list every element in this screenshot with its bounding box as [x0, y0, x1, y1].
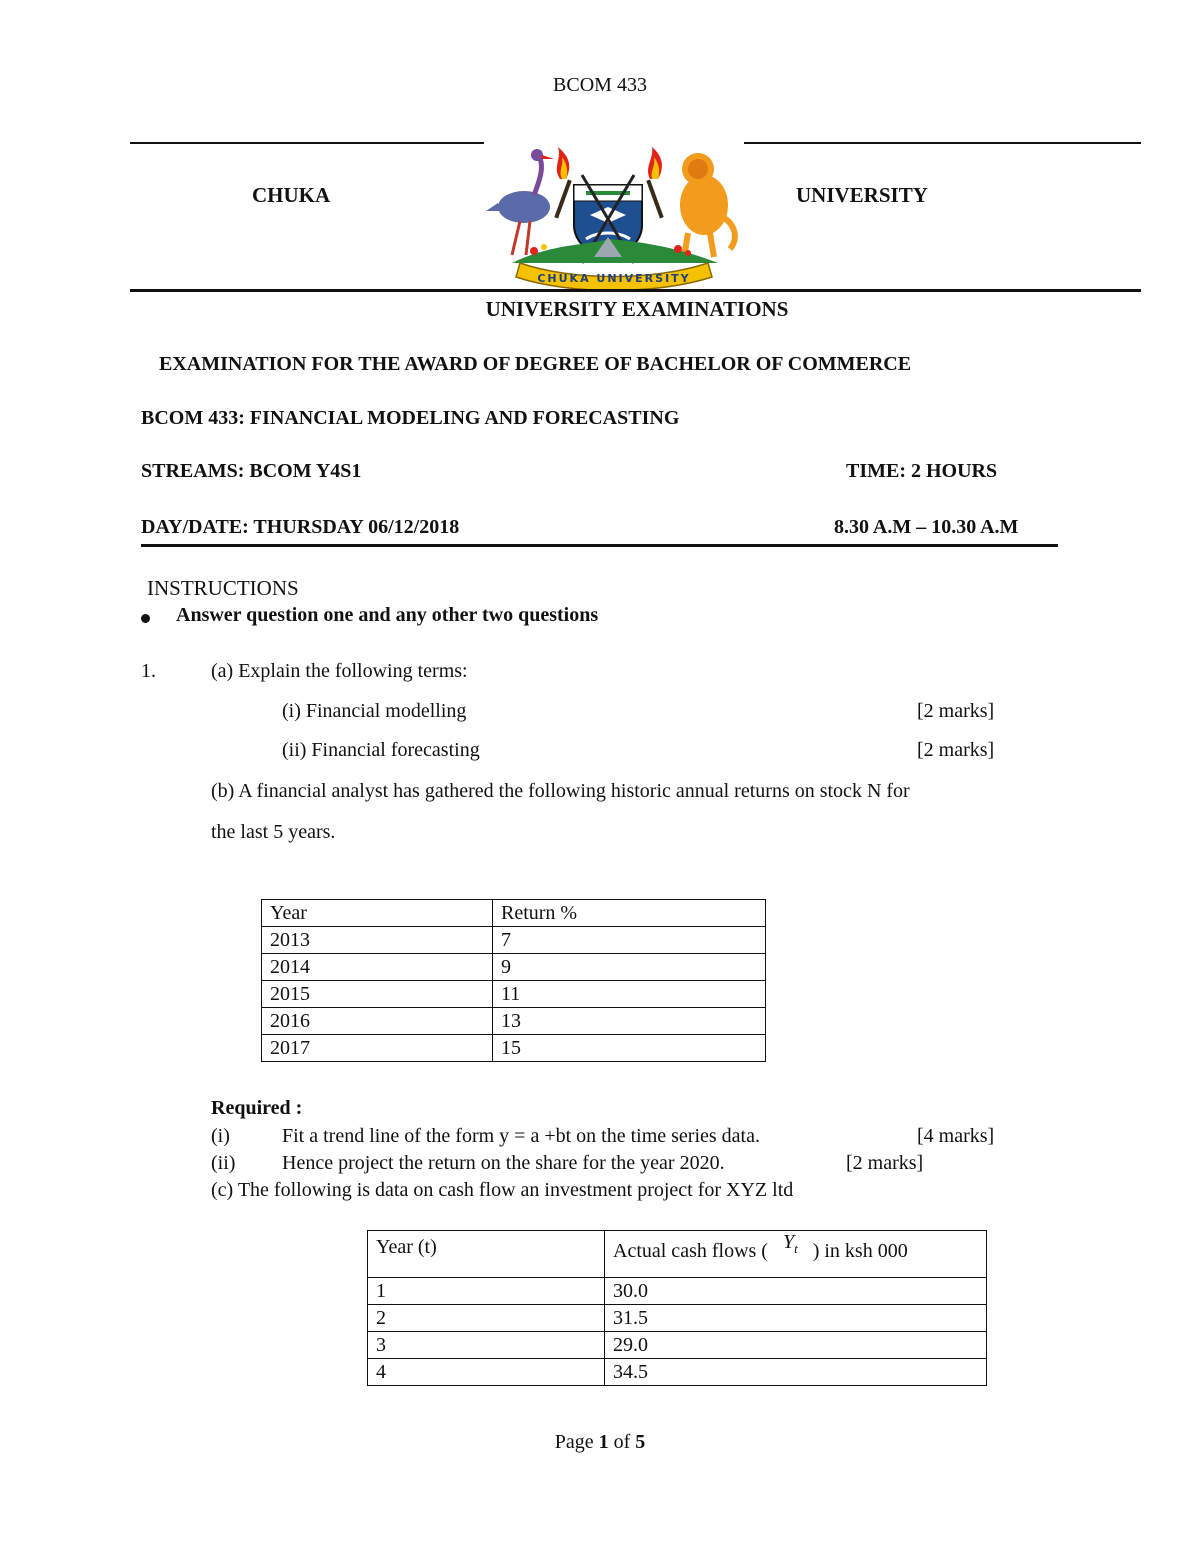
table-header-row: [368, 1231, 987, 1278]
part-a-i-text: (i) Financial modelling: [282, 700, 467, 722]
cash-header-symbol: Y: [782, 1230, 795, 1253]
letterhead-rule-right: [744, 142, 1141, 144]
required-i-marks: [4 marks]: [917, 1125, 995, 1147]
part-b-text-line2: the last 5 years.: [211, 821, 336, 843]
cash-header-prefix: Actual cash flows (: [613, 1239, 768, 1262]
part-a-i-marks: [2 marks]: [917, 700, 995, 722]
table-row: [262, 1008, 766, 1035]
table-row: [368, 1305, 987, 1332]
table-header-cash-flows: [605, 1231, 987, 1278]
table-cell-year: 2015: [262, 981, 493, 1008]
university-crest-logo: [482, 145, 744, 290]
part-c-text: (c) The following is data on cash flow an investment project for XYZ ltd: [211, 1179, 794, 1201]
university-left-word: CHUKA: [252, 183, 331, 207]
table-row: [262, 927, 766, 954]
table-row: [368, 1278, 987, 1305]
footer-of-word: of: [613, 1431, 631, 1453]
table-row: [262, 954, 766, 981]
cash-flow-table: [367, 1230, 987, 1386]
table-header-return: Return %: [493, 900, 766, 927]
table-row: [262, 981, 766, 1008]
part-a-text: (a) Explain the following terms:: [211, 660, 468, 682]
table-cell-year: 2016: [262, 1008, 493, 1035]
letterhead-rule-left: [130, 142, 484, 144]
required-ii-text: Hence project the return on the share for the year 2020.: [282, 1152, 725, 1174]
degree-line: EXAMINATION FOR THE AWARD OF DEGREE OF BACHELOR OF COMMERCE: [159, 353, 912, 375]
part-a-ii-text: (ii) Financial forecasting: [282, 739, 480, 761]
page-footer: [0, 1431, 1200, 1454]
required-ii-num: (ii): [211, 1152, 236, 1174]
table-cell-return: 9: [493, 954, 766, 981]
session-time: 8.30 A.M – 10.30 A.M: [834, 516, 1019, 538]
table-cell-cash-flow: 34.5: [605, 1359, 987, 1386]
table-cell-t: 4: [368, 1359, 605, 1386]
footer-page-word: Page: [554, 1431, 594, 1453]
university-right-word: UNIVERSITY: [796, 183, 928, 207]
time-line: TIME: 2 HOURS: [846, 460, 998, 482]
table-cell-t: 2: [368, 1305, 605, 1332]
course-line: BCOM 433: FINANCIAL MODELING AND FORECASTING: [141, 407, 680, 429]
part-b-text-line1: (b) A financial analyst has gathered the following historic annual returns on stock N for: [211, 780, 910, 802]
table-cell-cash-flow: 31.5: [605, 1305, 987, 1332]
required-heading: Required :: [211, 1097, 303, 1119]
letterhead-bottom-rule: [130, 289, 1141, 292]
table-cell-return: 15: [493, 1035, 766, 1062]
returns-table: [261, 899, 766, 1062]
footer-page-total: 5: [635, 1431, 646, 1453]
instruction-item: Answer question one and any other two questions: [176, 604, 599, 626]
cash-header-subscript: t: [794, 1240, 798, 1256]
table-cell-return: 13: [493, 1008, 766, 1035]
table-cell-return: 11: [493, 981, 766, 1008]
bullet-icon: [141, 614, 150, 623]
table-header-year-t: Year (t): [368, 1231, 605, 1278]
table-cell-year: 2013: [262, 927, 493, 954]
table-cell-t: 3: [368, 1332, 605, 1359]
table-cell-t: 1: [368, 1278, 605, 1305]
table-cell-cash-flow: 29.0: [605, 1332, 987, 1359]
streams-line: STREAMS: BCOM Y4S1: [141, 460, 362, 482]
day-date-line: DAY/DATE: THURSDAY 06/12/2018: [141, 516, 460, 538]
footer-page-number: 1: [598, 1431, 609, 1453]
question-number: 1.: [141, 660, 156, 682]
exam-title: UNIVERSITY EXAMINATIONS: [485, 297, 789, 321]
table-header-year: Year: [262, 900, 493, 927]
cash-header-suffix: ) in ksh 000: [812, 1239, 908, 1262]
table-header-row: [262, 900, 766, 927]
header-bottom-rule: [141, 544, 1058, 547]
table-cell-year: 2017: [262, 1035, 493, 1062]
running-header: BCOM 433: [553, 74, 647, 96]
required-i-num: (i): [211, 1125, 230, 1147]
table-row: [368, 1332, 987, 1359]
table-row: [262, 1035, 766, 1062]
table-cell-year: 2014: [262, 954, 493, 981]
table-cell-return: 7: [493, 927, 766, 954]
table-cell-cash-flow: 30.0: [605, 1278, 987, 1305]
table-row: [368, 1359, 987, 1386]
instructions-heading: INSTRUCTIONS: [147, 576, 299, 600]
crest-banner-text: CHUKA UNIVERSITY: [537, 272, 691, 285]
required-ii-marks: [2 marks]: [846, 1152, 924, 1174]
required-i-text: Fit a trend line of the form y = a +bt on the time series data.: [282, 1125, 760, 1147]
part-a-ii-marks: [2 marks]: [917, 739, 995, 761]
